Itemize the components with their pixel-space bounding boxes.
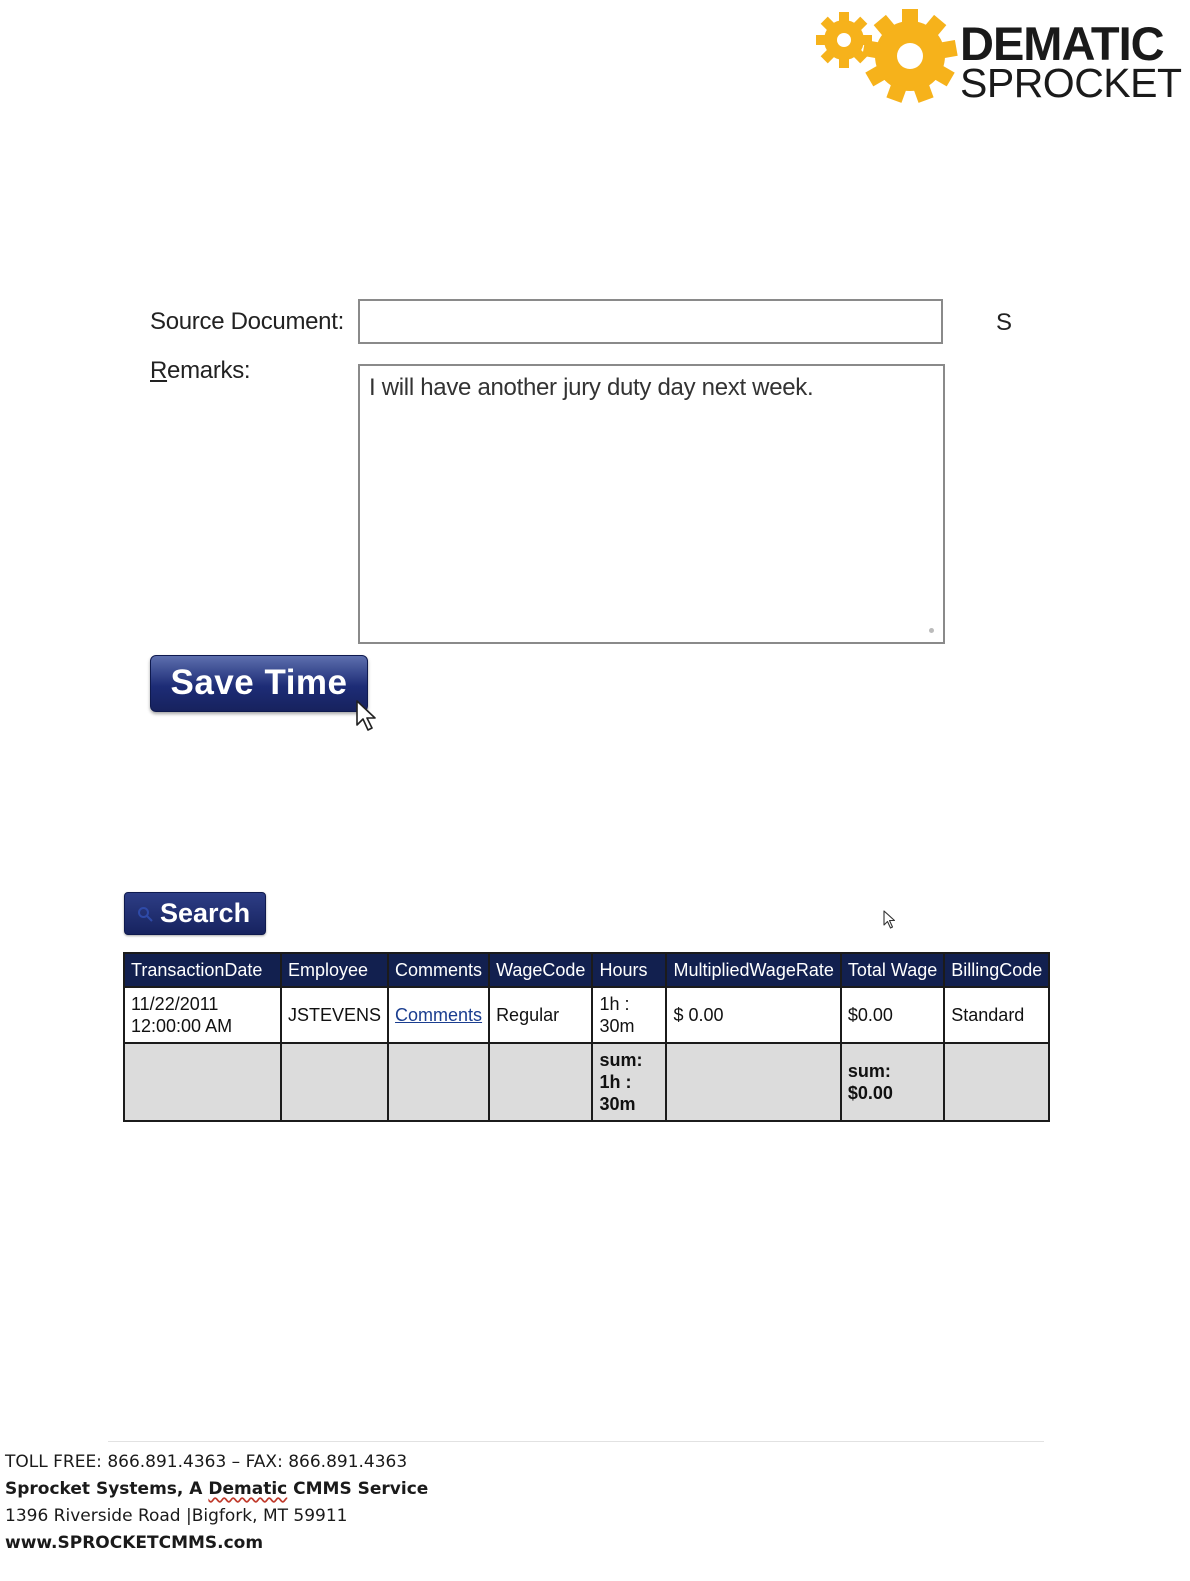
sum-label: sum: [847, 1061, 891, 1081]
minutes-value: 30m [599, 1016, 635, 1036]
col-header-employee[interactable]: Employee [281, 953, 388, 987]
transaction-time: 12:00:00 AM [131, 1016, 233, 1036]
comments-link[interactable]: Comments [395, 1005, 483, 1025]
company-prefix: Sprocket Systems, A [5, 1479, 209, 1499]
source-document-label: Source Document: [150, 308, 344, 335]
transaction-date: 11/22/2011 [131, 994, 219, 1014]
cell-transaction-date [124, 987, 281, 1043]
logo-text-sprocket: SPROCKET [960, 60, 1182, 106]
time-transactions-table [123, 952, 1050, 1122]
dematic-sprocket-logo [812, 8, 1182, 104]
summary-cell-hours [592, 1043, 666, 1121]
cell-multiplied-wage-rate: $ 0.00 [666, 987, 840, 1043]
search-button[interactable] [124, 892, 266, 935]
logo-text-dematic: DEMATIC [960, 17, 1164, 70]
sum-minutes: 30m [599, 1094, 636, 1114]
search-icon [137, 906, 153, 922]
remarks-label-text: emarks: [167, 357, 251, 384]
search-button-label: Search [160, 898, 251, 928]
cell-comments [388, 987, 489, 1043]
summary-cell-empty [489, 1043, 592, 1121]
mouse-pointer-icon [883, 910, 896, 929]
cell-billing-code: Standard [944, 987, 1049, 1043]
remarks-textarea[interactable] [358, 364, 945, 644]
remarks-value: I will have another jury duty day next week. [369, 374, 814, 401]
summary-cell-empty [388, 1043, 489, 1121]
table-row [124, 987, 1049, 1043]
footer-address: 1396 Riverside Road |Bigfork, MT 59911 [5, 1506, 348, 1526]
remarks-label-accesskey: R [150, 357, 168, 384]
footer-company [5, 1479, 428, 1499]
cell-total-wage: $0.00 [841, 987, 944, 1043]
remarks-label [150, 357, 250, 385]
summary-row [124, 1043, 1049, 1121]
col-header-multiplied-wage-rate[interactable]: MultipliedWageRate [666, 953, 840, 987]
sum-hours: 1h : [599, 1072, 632, 1092]
save-time-button[interactable]: Save Time [150, 655, 368, 712]
side-label: S [996, 309, 1013, 336]
source-document-input[interactable] [358, 299, 943, 344]
cell-wage-code: Regular [489, 987, 592, 1043]
summary-cell-empty [666, 1043, 840, 1121]
mouse-pointer-icon [355, 700, 377, 732]
gears-icon [812, 8, 960, 104]
col-header-hours[interactable]: Hours [592, 953, 666, 987]
company-dematic: Dematic [208, 1479, 288, 1499]
summary-cell-empty [944, 1043, 1049, 1121]
col-header-wage-code[interactable]: WageCode [489, 953, 592, 987]
col-header-transaction-date[interactable]: TransactionDate [124, 953, 281, 987]
hours-value: 1h : [599, 994, 630, 1014]
col-header-billing-code[interactable]: BillingCode [944, 953, 1049, 987]
footer-phone: TOLL FREE: 866.891.4363 – FAX: 866.891.4363 [5, 1452, 408, 1472]
summary-cell-total-wage [841, 1043, 944, 1121]
footer-divider [108, 1441, 1044, 1442]
sum-label: sum: [599, 1050, 643, 1070]
summary-cell-empty [124, 1043, 281, 1121]
col-header-total-wage[interactable]: Total Wage [841, 953, 944, 987]
footer-website[interactable]: www.SPROCKETCMMS.com [5, 1533, 264, 1553]
cell-hours [592, 987, 666, 1043]
company-suffix: CMMS Service [287, 1479, 429, 1499]
resize-grip-icon[interactable] [929, 628, 934, 633]
cell-employee: JSTEVENS [281, 987, 388, 1043]
sum-total-wage: $0.00 [847, 1083, 893, 1103]
col-header-comments[interactable]: Comments [388, 953, 489, 987]
table-header-row [124, 953, 1049, 987]
summary-cell-empty [281, 1043, 388, 1121]
